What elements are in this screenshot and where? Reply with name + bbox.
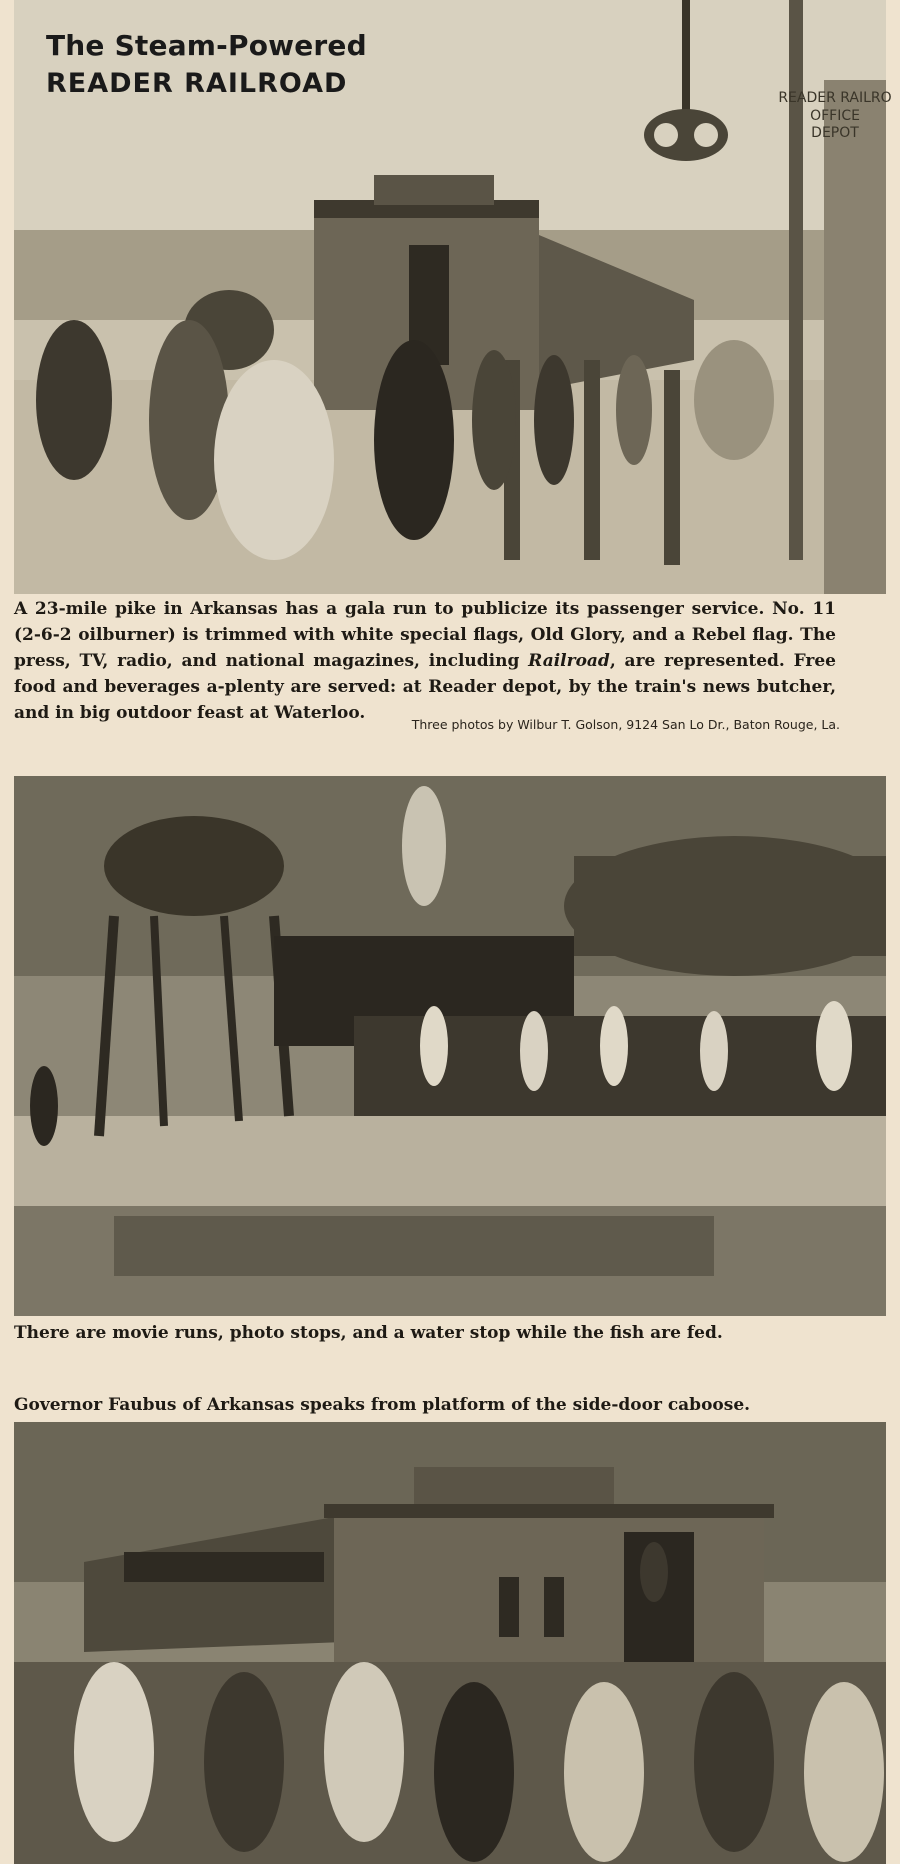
depot-sign [770,90,900,143]
caption-photo-3: Governor Faubus of Arkansas speaks from platform of the side-door caboose. [14,1395,751,1415]
caption-1-text-a: A 23-mile pike in Arkansas has a gala run to publicize its passenger service. No. 11 (2-6-2 oilburner) is trimmed with white special flags, Old Glory, and a Rebel flag. The press, TV, radio, and national magazines, including [14,599,836,671]
photo-credit: Three photos by Wilbur T. Golson, 9124 San Lo Dr., Baton Rouge, La. [411,717,840,732]
sign-line-1: READER RAILRO [778,90,892,106]
caption-photo-1 [14,596,836,726]
photo-water-stop-image [14,776,886,1316]
article-title [46,30,367,99]
photo-water-stop [14,776,886,1316]
sign-line-3: DEPOT [811,125,859,141]
photo-caboose-speech [14,1422,886,1864]
title-line-2: READER RAILROAD [46,68,348,100]
caption-photo-2: There are movie runs, photo stops, and a water stop while the fish are fed. [14,1323,723,1343]
title-line-1: The Steam-Powered [46,29,367,62]
caption-1-text-b: , are represented. Free food and beverages a-plenty are served: at Reader depot, by the train's news butcher, and in big outdoor feast at Waterloo. [14,651,836,723]
photo-caboose-speech-image [14,1422,886,1864]
sign-line-2: OFFICE [810,107,860,124]
caption-1-italic: Railroad [528,651,610,671]
